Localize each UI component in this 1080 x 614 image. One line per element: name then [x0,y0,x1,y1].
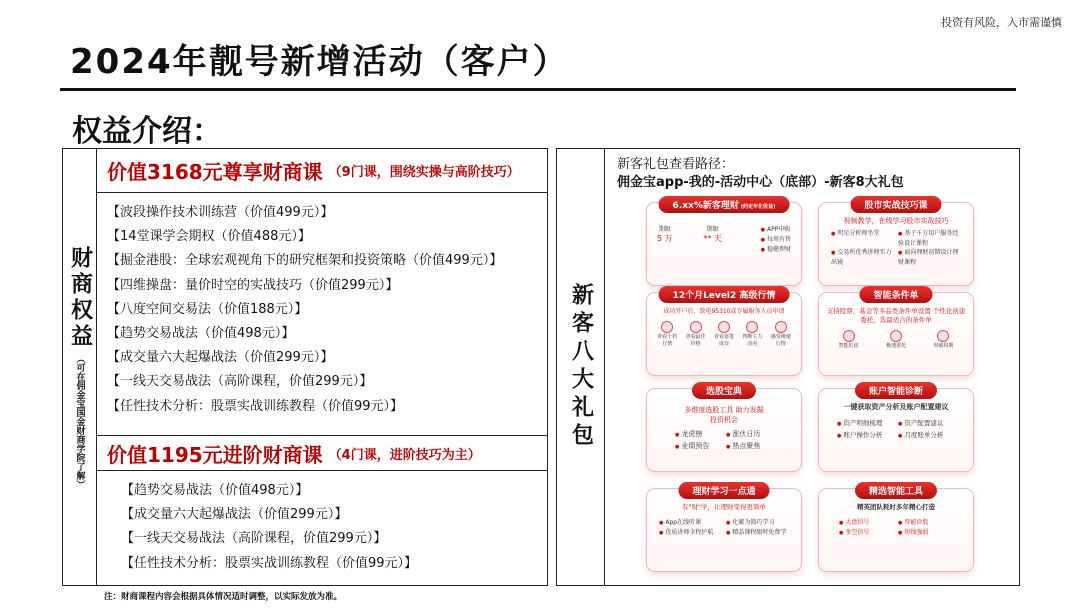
benefits-vertical-header [63,149,97,585]
new-customer-packages-panel [556,148,1020,586]
course-item: 【任性技术分析：股票实战训练教程（价值99元）】 [121,555,418,571]
package-title: 账户智能诊断 [855,382,937,399]
page-title: 2024年靓号新增活动（客户） [70,42,569,82]
package-card-new-customer-finance[interactable]: 6.xx%新客理财 (约定年化收益) 期限 5 万 期限 ** 天 ● APP申购 ● 每周有售 ● 稳健理财 [647,203,801,285]
package-card-level2-quotes[interactable]: 12个月Level2 高级行情 成功开户后，致电95310或专属服务人员申请 查看十档行情 查看最佳价格 查看逐笔成交 判断主力动向 感受极速行情 [647,293,801,375]
risk-disclaimer: 投资有风险，入市需谨慎 [941,16,1062,29]
course-item: 【掘金港股：全球宏观视角下的研究框架和投资策略（价值499元）】 [107,253,503,269]
package-card-finance-learning[interactable]: 理财学习一点通 有"财"学，让理财变得更简单 ● App在线听课 ● 化繁为简巧学习 ● 优质讲师全程护航 ● 精品课程限时免费学 [647,489,801,571]
advanced-course-header [97,435,547,471]
feature-icon: 判断主力动向 [740,321,764,348]
course-item: 【一线天交易战法（高阶课程，价值299元）】 [107,374,373,390]
course-item: 【趋势交易战法（价值498元）】 [121,483,309,498]
course-item: 【波段操作技术训练营（价值499元）】 [107,205,334,220]
package-title: 理财学习一点通 [678,482,769,499]
package-title: 股市实战技巧课 [850,196,941,213]
premium-course-title: 价值3168元尊享财商课 [107,160,323,184]
advanced-course-subtitle: （4门课，进阶技巧为主） [328,447,481,463]
package-card-stock-picking[interactable]: 选股宝典 多维度选股工具 助力发掘投资机会 ● 龙虎榜 ● 涨伏日历 ● 业绩预告 ● 热点聚焦 [647,389,801,471]
advanced-course-title: 价值1195元进阶财商课 [107,442,323,467]
benefits-vertical-label: 财商权益 [67,245,93,350]
course-area [97,149,547,585]
title-divider [60,88,1016,91]
course-item: 【八度空间交易法（价值188元）】 [107,301,308,317]
premium-course-subtitle: （9门课，围绕实操与高阶技巧） [328,165,520,180]
package-title: 12个月Level2 高级行情 [659,286,790,303]
course-item: 【四维操盘：量价时空的实战技巧（价值299元）】 [107,277,399,293]
feature-icon: 查看最佳价格 [684,321,708,348]
path-value: 佣金宝app-我的-活动中心（底部）-新客8大礼包 [617,175,904,190]
package-title: 智能条件单 [859,286,932,303]
course-item: 【一线天交易战法（高阶课程，价值299元）】 [121,531,387,547]
course-item: 【成交量六大起爆战法（价值299元）】 [121,507,348,523]
package-card-stock-skills-course[interactable]: 股市实战技巧课 视频教学，在线学习股市实战技巧 ● 明星分析师坐堂 ● 基于千万用户服务经验设计课程 ● 交易所优秀讲师实力出镜 ● 面向理财初期设计理财课程 [819,203,973,285]
feature-icon: 突破周期 [931,330,955,350]
footnote: 注：财商课程内容会根据具体情况适时调整，以实际发放为准。 [104,592,343,602]
path-label: 新客礼包查看路径： [617,157,735,172]
course-item: 【14堂课学会期权（价值488元）】 [107,229,311,245]
course-item: 【成交量六大起爆战法（价值299元）】 [107,350,334,366]
feature-icon: 查看十档行情 [655,321,679,348]
section-heading: 权益介绍： [72,114,222,149]
package-card-account-diagnosis[interactable]: 账户智能诊断 一键获取资产分析及账户配置建议 ● 资产明细梳理 ● 资产配置建议 ● 账户操作分析 ● 月度账单分析 [819,389,973,471]
premium-course-header [97,149,547,193]
package-grid [647,193,973,581]
feature-icon: 智能盯盘 [837,330,861,350]
package-title: 选股宝典 [692,382,756,399]
packages-vertical-header [557,149,605,585]
financial-benefits-table [62,148,548,586]
package-card-smart-tools[interactable]: 精选智能工具 精英团队耗时多年精心打造 ● 大盘信号 ● 智能诊股 ● 多空信号 ● 短线强弱 [819,489,973,571]
course-item: 【任性技术分析：股票实战训练教程（价值99元）】 [107,398,404,414]
packages-vertical-label: 新客八大礼包 [568,283,594,451]
feature-icon: 极速委托 [884,330,908,350]
package-card-smart-orders[interactable]: 智能条件单 支持股票、基金等多品类条件单设置 个性化创建委托，选最适合的条件单 智能盯盘 极速委托 突破周期 [819,293,973,375]
benefits-vertical-note: （可在佣金宝国金财商学院了解） [74,353,85,489]
package-title: 6.xx%新客理财 (约定年化收益) [659,196,790,213]
package-title: 精选智能工具 [855,482,937,499]
course-item: 【趋势交易战法（价值498元）】 [107,326,295,342]
advanced-course-list [121,479,417,576]
feature-icon: 查看逐笔成交 [712,321,736,348]
feature-icon: 感受极速行情 [769,321,793,348]
premium-course-list [97,193,547,419]
